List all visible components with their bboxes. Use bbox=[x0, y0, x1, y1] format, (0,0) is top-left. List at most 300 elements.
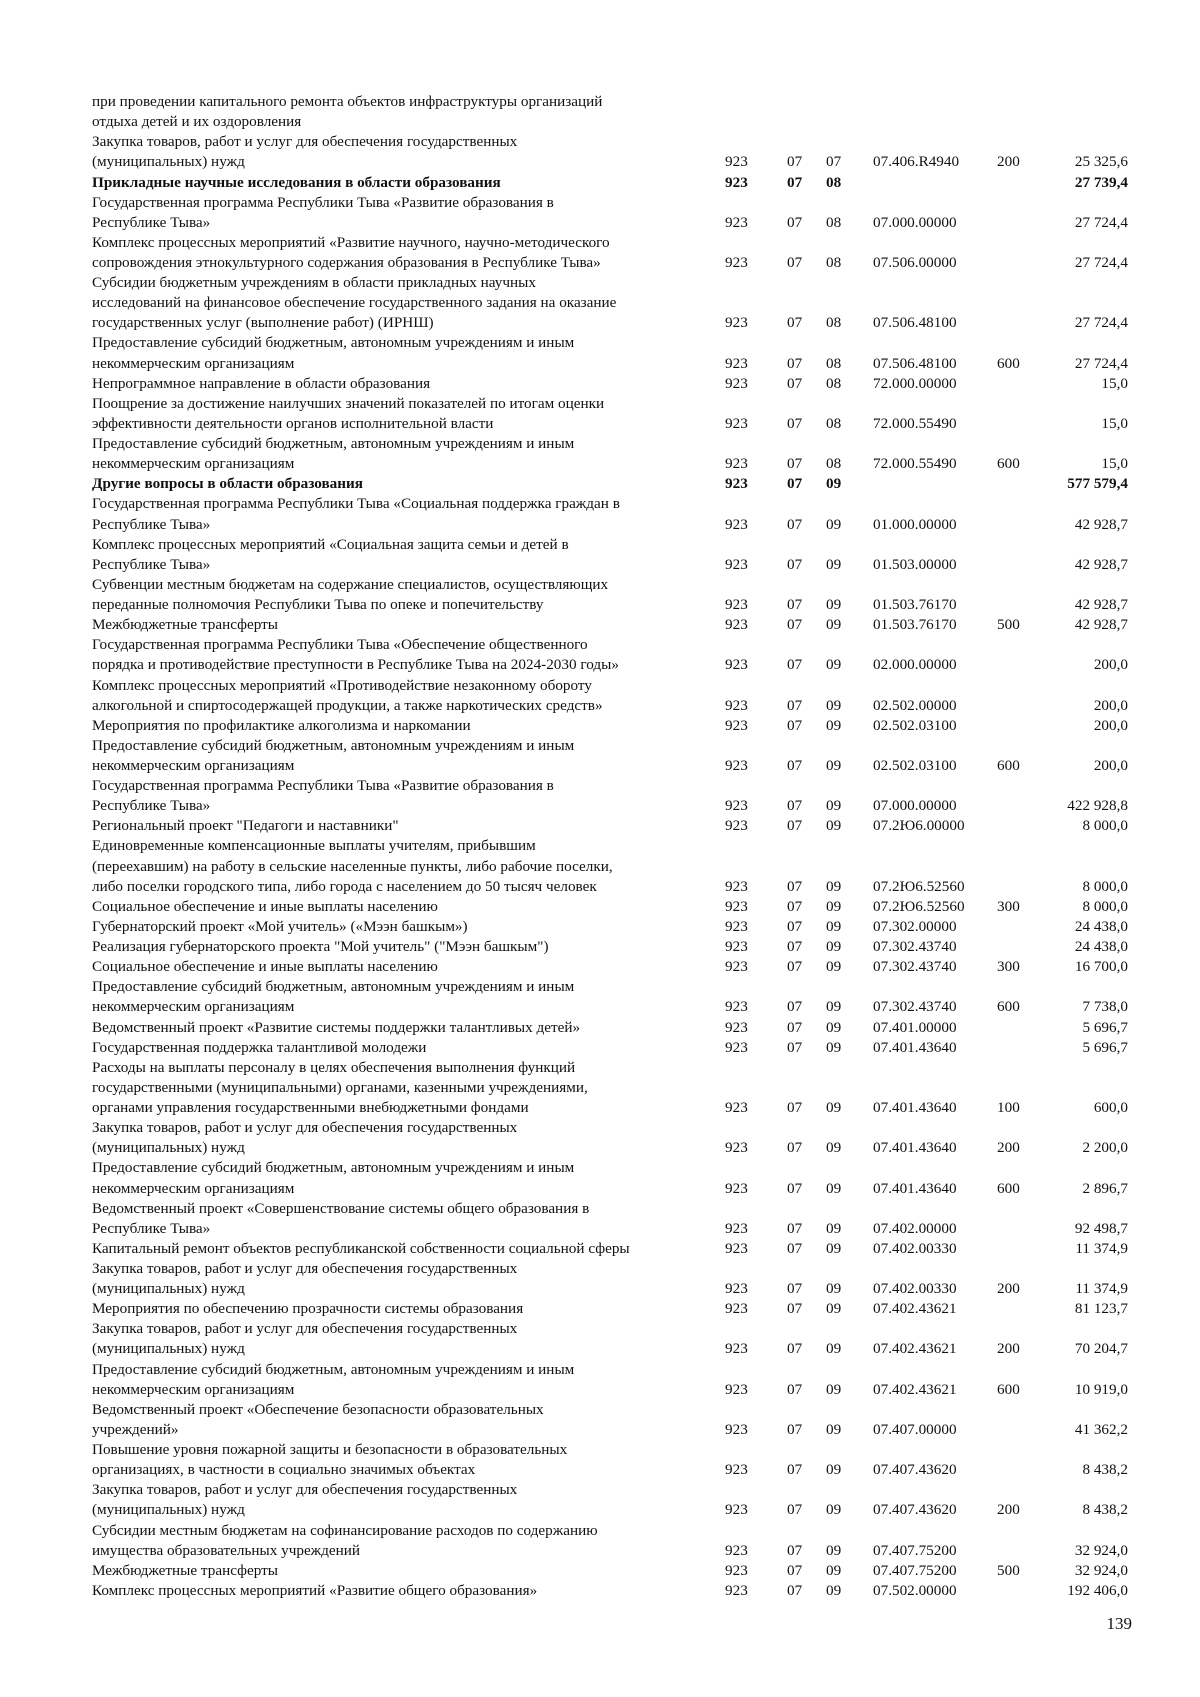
table-row bbox=[0, 293, 1200, 313]
row-description: либо поселки городского типа, либо города с населением до 50 тысяч человек bbox=[92, 877, 597, 895]
table-row bbox=[0, 1339, 1200, 1359]
row-section-code: 07 bbox=[787, 515, 803, 533]
row-description: Комплекс процессных мероприятий «Социальная защита семьи и детей в bbox=[92, 535, 569, 553]
row-amount: 25 325,6 bbox=[1074, 153, 1128, 171]
row-grbs-code: 923 bbox=[725, 1099, 748, 1116]
row-expense-type-code: 100 bbox=[997, 1099, 1020, 1116]
row-section-code: 07 bbox=[787, 897, 803, 915]
row-grbs-code: 923 bbox=[725, 1340, 748, 1358]
row-grbs-code: 923 bbox=[725, 917, 748, 935]
row-target-article-code: 01.000.00000 bbox=[873, 515, 957, 533]
row-section-code: 07 bbox=[787, 1239, 803, 1257]
row-description: сопровождения этнокультурного содержания образования в Республике Тыва» bbox=[92, 254, 601, 271]
row-expense-type-code: 600 bbox=[997, 455, 1020, 473]
row-expense-type-code: 500 bbox=[997, 1561, 1020, 1579]
table-row bbox=[0, 756, 1200, 776]
row-target-article-code: 72.000.00000 bbox=[873, 374, 957, 392]
table-row bbox=[0, 394, 1200, 414]
row-amount: 15,0 bbox=[1101, 414, 1128, 432]
row-description: Закупка товаров, работ и услуг для обеспечения государственных bbox=[92, 133, 518, 151]
row-subsection-code: 08 bbox=[826, 213, 842, 231]
row-expense-type-code: 600 bbox=[997, 998, 1020, 1016]
row-description: Субвенции местным бюджетам на содержание специалистов, осуществляющих bbox=[92, 575, 609, 593]
row-target-article-code: 07.401.43640 bbox=[873, 1179, 957, 1197]
row-description: отдыха детей и их оздоровления bbox=[92, 113, 302, 131]
row-subsection-code: 09 bbox=[826, 1280, 842, 1298]
table-row bbox=[0, 655, 1200, 675]
row-subsection-code: 09 bbox=[826, 1561, 842, 1579]
row-description: переданные полномочия Республики Тыва по опеке и попечительству bbox=[92, 596, 544, 613]
row-target-article-code: 07.402.43621 bbox=[873, 1340, 957, 1358]
row-grbs-code: 923 bbox=[725, 716, 748, 734]
row-description: некоммерческим организациям bbox=[92, 354, 295, 372]
row-grbs-code: 923 bbox=[725, 797, 748, 815]
row-section-code: 07 bbox=[787, 314, 803, 332]
table-row bbox=[0, 1078, 1200, 1098]
row-description: Повышение уровня пожарной защиты и безопасности в образовательных bbox=[92, 1441, 568, 1458]
row-section-code: 07 bbox=[787, 877, 803, 895]
row-description: Предоставление субсидий бюджетным, автономным учреждениям и иным bbox=[92, 978, 575, 996]
row-description: учреждений» bbox=[92, 1420, 179, 1438]
table-row bbox=[0, 333, 1200, 353]
row-description: Предоставление субсидий бюджетным, автономным учреждениям и иным bbox=[92, 736, 575, 754]
row-expense-type-code: 600 bbox=[997, 1380, 1020, 1398]
row-description: Комплекс процессных мероприятий «Развитие общего образования» bbox=[92, 1581, 538, 1599]
row-expense-type-code: 200 bbox=[997, 1139, 1020, 1157]
row-amount: 41 362,2 bbox=[1074, 1420, 1128, 1438]
table-row bbox=[0, 1299, 1200, 1319]
row-subsection-code: 09 bbox=[826, 1018, 842, 1036]
row-subsection-code: 09 bbox=[826, 917, 842, 935]
row-amount: 42 928,7 bbox=[1074, 596, 1128, 613]
table-row bbox=[0, 1158, 1200, 1178]
row-grbs-code: 923 bbox=[725, 1501, 748, 1519]
row-grbs-code: 923 bbox=[725, 1461, 748, 1479]
row-target-article-code: 07.406.R4940 bbox=[873, 153, 960, 171]
table-row bbox=[0, 1239, 1200, 1259]
table-row bbox=[0, 1199, 1200, 1219]
row-amount: 8 438,2 bbox=[1082, 1461, 1128, 1479]
row-section-code: 07 bbox=[787, 998, 803, 1016]
row-grbs-code: 923 bbox=[725, 958, 748, 976]
row-expense-type-code: 500 bbox=[997, 616, 1020, 634]
row-target-article-code: 07.407.75200 bbox=[873, 1541, 957, 1559]
row-amount: 42 928,7 bbox=[1074, 616, 1128, 634]
row-target-article-code: 01.503.76170 bbox=[873, 616, 957, 634]
row-amount: 8 438,2 bbox=[1082, 1501, 1128, 1519]
row-amount: 81 123,7 bbox=[1074, 1300, 1128, 1318]
table-row bbox=[0, 1279, 1200, 1299]
row-section-code: 07 bbox=[787, 1461, 803, 1479]
row-subsection-code: 08 bbox=[826, 314, 842, 332]
table-row bbox=[0, 1138, 1200, 1158]
row-target-article-code: 07.402.00330 bbox=[873, 1239, 957, 1257]
row-amount: 24 438,0 bbox=[1074, 938, 1128, 955]
table-row bbox=[0, 354, 1200, 374]
row-description: (муниципальных) нужд bbox=[92, 1280, 245, 1298]
row-section-code: 07 bbox=[787, 254, 803, 271]
row-grbs-code: 923 bbox=[725, 757, 748, 774]
row-target-article-code: 07.506.48100 bbox=[873, 354, 957, 372]
row-amount: 27 724,4 bbox=[1074, 254, 1128, 271]
row-subsection-code: 08 bbox=[826, 414, 842, 432]
row-description: Капитальный ремонт объектов республиканской собственности социальной сферы bbox=[92, 1239, 630, 1257]
row-description: Региональный проект "Педагоги и наставники" bbox=[92, 817, 399, 835]
row-description: Закупка товаров, работ и услуг для обеспечения государственных bbox=[92, 1481, 518, 1499]
row-amount: 200,0 bbox=[1093, 716, 1128, 734]
row-grbs-code: 923 bbox=[725, 354, 748, 372]
table-row bbox=[0, 1480, 1200, 1500]
row-amount: 200,0 bbox=[1093, 696, 1128, 714]
row-description: эффективности деятельности органов исполнительной власти bbox=[92, 414, 494, 432]
row-section-code: 07 bbox=[787, 1420, 803, 1438]
row-amount: 27 724,4 bbox=[1074, 213, 1128, 231]
row-section-code: 07 bbox=[787, 1280, 803, 1298]
row-expense-type-code: 200 bbox=[997, 1501, 1020, 1519]
row-subsection-code: 09 bbox=[826, 1581, 842, 1599]
row-target-article-code: 07.407.75200 bbox=[873, 1561, 957, 1579]
table-row bbox=[0, 977, 1200, 997]
row-target-article-code: 07.2Ю6.52560 bbox=[873, 897, 965, 915]
row-amount: 2 200,0 bbox=[1082, 1139, 1128, 1157]
row-target-article-code: 72.000.55490 bbox=[873, 414, 957, 432]
row-target-article-code: 07.2Ю6.52560 bbox=[873, 877, 965, 895]
row-section-code: 07 bbox=[787, 958, 803, 976]
row-description: Комплекс процессных мероприятий «Развитие научного, научно-методического bbox=[92, 233, 610, 251]
row-section-code: 07 bbox=[787, 173, 803, 191]
table-row bbox=[0, 595, 1200, 615]
row-description: Предоставление субсидий бюджетным, автономным учреждениям и иным bbox=[92, 1159, 575, 1177]
table-row bbox=[0, 796, 1200, 816]
row-target-article-code: 07.401.00000 bbox=[873, 1018, 957, 1036]
row-amount: 11 374,9 bbox=[1075, 1280, 1128, 1298]
row-section-code: 07 bbox=[787, 1300, 803, 1318]
row-subsection-code: 09 bbox=[826, 1099, 842, 1116]
row-section-code: 07 bbox=[787, 696, 803, 714]
row-description: Республике Тыва» bbox=[92, 555, 211, 573]
row-amount: 600,0 bbox=[1093, 1099, 1128, 1116]
table-row bbox=[0, 816, 1200, 836]
row-subsection-code: 09 bbox=[826, 656, 842, 674]
row-grbs-code: 923 bbox=[725, 254, 748, 271]
table-row bbox=[0, 877, 1200, 897]
row-subsection-code: 09 bbox=[826, 1239, 842, 1257]
row-subsection-code: 09 bbox=[826, 696, 842, 714]
row-description: (муниципальных) нужд bbox=[92, 1501, 245, 1519]
row-description: Ведомственный проект «Развитие системы поддержки талантливых детей» bbox=[92, 1018, 581, 1036]
row-subsection-code: 09 bbox=[826, 877, 842, 895]
row-amount: 5 696,7 bbox=[1082, 1018, 1128, 1036]
row-grbs-code: 923 bbox=[725, 475, 748, 493]
row-description: Предоставление субсидий бюджетным, автономным учреждениям и иным bbox=[92, 1360, 575, 1378]
row-target-article-code: 07.302.43740 bbox=[873, 958, 957, 976]
row-description: Ведомственный проект «Обеспечение безопасности образовательных bbox=[92, 1400, 544, 1418]
row-amount: 32 924,0 bbox=[1074, 1561, 1128, 1579]
row-subsection-code: 08 bbox=[826, 455, 842, 473]
table-row bbox=[0, 1541, 1200, 1561]
row-target-article-code: 07.502.00000 bbox=[873, 1581, 957, 1599]
row-subsection-code: 09 bbox=[826, 797, 842, 815]
row-description: Предоставление субсидий бюджетным, автономным учреждениям и иным bbox=[92, 435, 575, 452]
row-section-code: 07 bbox=[787, 1380, 803, 1398]
row-target-article-code: 07.506.00000 bbox=[873, 254, 957, 271]
row-expense-type-code: 200 bbox=[997, 1340, 1020, 1358]
row-target-article-code: 07.402.00330 bbox=[873, 1280, 957, 1298]
row-amount: 10 919,0 bbox=[1074, 1380, 1128, 1398]
row-subsection-code: 09 bbox=[826, 958, 842, 976]
row-description: Закупка товаров, работ и услуг для обеспечения государственных bbox=[92, 1320, 518, 1338]
row-subsection-code: 08 bbox=[826, 173, 842, 191]
row-grbs-code: 923 bbox=[725, 374, 748, 392]
row-description: Республике Тыва» bbox=[92, 515, 211, 533]
row-section-code: 07 bbox=[787, 917, 803, 935]
row-subsection-code: 08 bbox=[826, 254, 842, 271]
table-row bbox=[0, 696, 1200, 716]
table-row bbox=[0, 1360, 1200, 1380]
table-row bbox=[0, 112, 1200, 132]
row-grbs-code: 923 bbox=[725, 616, 748, 634]
row-subsection-code: 09 bbox=[826, 938, 842, 955]
table-row bbox=[0, 253, 1200, 273]
row-target-article-code: 01.503.76170 bbox=[873, 596, 957, 613]
table-row bbox=[0, 615, 1200, 635]
row-description: Субсидии бюджетным учреждениям в области прикладных научных bbox=[92, 274, 536, 292]
row-description: Социальное обеспечение и иные выплаты населению bbox=[92, 897, 438, 915]
row-section-code: 07 bbox=[787, 716, 803, 734]
table-row bbox=[0, 1179, 1200, 1199]
row-section-code: 07 bbox=[787, 1581, 803, 1599]
table-row bbox=[0, 676, 1200, 696]
row-description: Непрограммное направление в области образования bbox=[92, 374, 431, 392]
row-description: Государственная программа Республики Тыва «Развитие образования в bbox=[92, 193, 554, 211]
row-subsection-code: 09 bbox=[826, 817, 842, 835]
row-description: Другие вопросы в области образования bbox=[92, 475, 363, 493]
table-row bbox=[0, 1058, 1200, 1078]
row-description: Комплекс процессных мероприятий «Противодействие незаконному обороту bbox=[92, 676, 592, 694]
row-section-code: 07 bbox=[787, 757, 803, 774]
row-subsection-code: 09 bbox=[826, 475, 842, 493]
row-amount: 200,0 bbox=[1093, 656, 1128, 674]
table-row bbox=[0, 313, 1200, 333]
row-target-article-code: 02.502.03100 bbox=[873, 716, 957, 734]
row-description: государственных услуг (выполнение работ) (ИРНШ) bbox=[92, 314, 434, 332]
row-description: Закупка товаров, работ и услуг для обеспечения государственных bbox=[92, 1119, 518, 1137]
table-row bbox=[0, 515, 1200, 535]
row-description: некоммерческим организациям bbox=[92, 1179, 295, 1197]
row-target-article-code: 07.302.43740 bbox=[873, 938, 957, 955]
row-amount: 42 928,7 bbox=[1074, 555, 1128, 573]
row-grbs-code: 923 bbox=[725, 314, 748, 332]
row-section-code: 07 bbox=[787, 1139, 803, 1157]
row-description: при проведении капитального ремонта объектов инфраструктуры организаций bbox=[92, 93, 603, 110]
row-grbs-code: 923 bbox=[725, 998, 748, 1016]
row-expense-type-code: 200 bbox=[997, 1280, 1020, 1298]
row-subsection-code: 09 bbox=[826, 1501, 842, 1519]
row-section-code: 07 bbox=[787, 616, 803, 634]
table-row bbox=[0, 1219, 1200, 1239]
row-target-article-code: 07.407.00000 bbox=[873, 1420, 957, 1438]
row-description: Республике Тыва» bbox=[92, 797, 211, 815]
row-section-code: 07 bbox=[787, 354, 803, 372]
row-amount: 8 000,0 bbox=[1082, 877, 1128, 895]
row-section-code: 07 bbox=[787, 1561, 803, 1579]
page-number: 139 bbox=[1106, 1614, 1132, 1633]
row-subsection-code: 09 bbox=[826, 616, 842, 634]
row-grbs-code: 923 bbox=[725, 1038, 748, 1056]
row-subsection-code: 09 bbox=[826, 596, 842, 613]
row-amount: 192 406,0 bbox=[1067, 1581, 1128, 1599]
row-section-code: 07 bbox=[787, 414, 803, 432]
row-amount: 5 696,7 bbox=[1082, 1038, 1128, 1056]
row-target-article-code: 07.407.43620 bbox=[873, 1461, 957, 1479]
table-row bbox=[0, 857, 1200, 877]
row-description: Губернаторский проект «Мой учитель» («Мээн башкым») bbox=[92, 917, 468, 935]
table-row bbox=[0, 152, 1200, 172]
row-target-article-code: 07.2Ю6.00000 bbox=[873, 817, 965, 835]
row-section-code: 07 bbox=[787, 1219, 803, 1237]
row-description: (муниципальных) нужд bbox=[92, 1340, 245, 1358]
row-expense-type-code: 200 bbox=[997, 153, 1020, 171]
row-section-code: 07 bbox=[787, 1501, 803, 1519]
row-description: Поощрение за достижение наилучших значений показателей по итогам оценки bbox=[92, 394, 605, 412]
row-description: Реализация губернаторского проекта "Мой учитель" ("Мээн башкым") bbox=[92, 938, 549, 955]
table-row bbox=[0, 1259, 1200, 1279]
row-target-article-code: 07.000.00000 bbox=[873, 213, 957, 231]
table-row bbox=[0, 1098, 1200, 1118]
row-amount: 27 724,4 bbox=[1074, 354, 1128, 372]
table-row bbox=[0, 434, 1200, 454]
table-row bbox=[0, 635, 1200, 655]
row-grbs-code: 923 bbox=[725, 656, 748, 674]
row-description: Предоставление субсидий бюджетным, автономным учреждениям и иным bbox=[92, 334, 575, 352]
row-target-article-code: 07.302.43740 bbox=[873, 998, 957, 1016]
row-section-code: 07 bbox=[787, 1179, 803, 1197]
row-description: Единовременные компенсационные выплаты учителям, прибывшим bbox=[92, 837, 536, 855]
table-row bbox=[0, 1420, 1200, 1440]
row-section-code: 07 bbox=[787, 1018, 803, 1036]
row-target-article-code: 07.402.43621 bbox=[873, 1380, 957, 1398]
table-row bbox=[0, 1118, 1200, 1138]
row-amount: 24 438,0 bbox=[1074, 917, 1128, 935]
row-description: Мероприятия по обеспечению прозрачности системы образования bbox=[92, 1300, 524, 1318]
row-section-code: 07 bbox=[787, 938, 803, 955]
row-subsection-code: 09 bbox=[826, 1380, 842, 1398]
table-row bbox=[0, 454, 1200, 474]
table-row bbox=[0, 897, 1200, 917]
row-grbs-code: 923 bbox=[725, 817, 748, 835]
table-row bbox=[0, 1521, 1200, 1541]
row-target-article-code: 72.000.55490 bbox=[873, 455, 957, 473]
row-description: Государственная поддержка талантливой молодежи bbox=[92, 1038, 427, 1056]
row-amount: 8 000,0 bbox=[1082, 817, 1128, 835]
row-grbs-code: 923 bbox=[725, 1420, 748, 1438]
row-target-article-code: 02.502.03100 bbox=[873, 757, 957, 774]
row-section-code: 07 bbox=[787, 797, 803, 815]
row-description: Государственная программа Республики Тыва «Обеспечение общественного bbox=[92, 636, 588, 654]
row-description: Межбюджетные трансферты bbox=[92, 1561, 278, 1579]
row-section-code: 07 bbox=[787, 555, 803, 573]
table-row bbox=[0, 1380, 1200, 1400]
row-expense-type-code: 300 bbox=[997, 897, 1020, 915]
row-subsection-code: 09 bbox=[826, 1461, 842, 1479]
row-grbs-code: 923 bbox=[725, 1018, 748, 1036]
row-subsection-code: 09 bbox=[826, 1179, 842, 1197]
row-description: некоммерческим организациям bbox=[92, 455, 295, 473]
row-amount: 15,0 bbox=[1101, 455, 1128, 473]
row-section-code: 07 bbox=[787, 475, 803, 493]
row-grbs-code: 923 bbox=[725, 1239, 748, 1257]
row-grbs-code: 923 bbox=[725, 1179, 748, 1197]
row-description: (муниципальных) нужд bbox=[92, 153, 245, 171]
table-row bbox=[0, 1319, 1200, 1339]
table-row bbox=[0, 414, 1200, 434]
row-expense-type-code: 600 bbox=[997, 354, 1020, 372]
table-row bbox=[0, 92, 1200, 112]
row-section-code: 07 bbox=[787, 213, 803, 231]
row-amount: 577 579,4 bbox=[1067, 475, 1128, 493]
row-description: Республике Тыва» bbox=[92, 1219, 211, 1237]
table-row bbox=[0, 1038, 1200, 1058]
row-subsection-code: 09 bbox=[826, 716, 842, 734]
row-amount: 7 738,0 bbox=[1082, 998, 1128, 1016]
row-grbs-code: 923 bbox=[725, 1300, 748, 1318]
row-amount: 422 928,8 bbox=[1067, 797, 1128, 815]
table-row bbox=[0, 273, 1200, 293]
row-amount: 32 924,0 bbox=[1074, 1541, 1128, 1559]
table-row bbox=[0, 575, 1200, 595]
row-target-article-code: 07.401.43640 bbox=[873, 1099, 957, 1116]
row-section-code: 07 bbox=[787, 656, 803, 674]
row-grbs-code: 923 bbox=[725, 1280, 748, 1298]
row-description: Расходы на выплаты персоналу в целях обеспечения выполнения функций bbox=[92, 1058, 576, 1076]
row-target-article-code: 07.402.43621 bbox=[873, 1300, 957, 1318]
row-description: некоммерческим организациям bbox=[92, 1380, 295, 1398]
table-row bbox=[0, 1561, 1200, 1581]
row-description: исследований на финансовое обеспечение государственного задания на оказание bbox=[92, 294, 617, 312]
table-row bbox=[0, 1018, 1200, 1038]
table-row bbox=[0, 213, 1200, 233]
row-subsection-code: 09 bbox=[826, 1038, 842, 1056]
row-description: Прикладные научные исследования в области образования bbox=[92, 173, 501, 191]
row-section-code: 07 bbox=[787, 1038, 803, 1056]
table-row bbox=[0, 555, 1200, 575]
table-row bbox=[0, 233, 1200, 253]
row-description: некоммерческим организациям bbox=[92, 757, 295, 774]
table-row bbox=[0, 917, 1200, 937]
row-description: некоммерческим организациям bbox=[92, 998, 295, 1016]
row-grbs-code: 923 bbox=[725, 213, 748, 231]
row-description: Ведомственный проект «Совершенствование системы общего образования в bbox=[92, 1199, 590, 1217]
row-expense-type-code: 600 bbox=[997, 757, 1020, 774]
table-row bbox=[0, 535, 1200, 555]
row-amount: 16 700,0 bbox=[1074, 958, 1128, 976]
table-row bbox=[0, 374, 1200, 394]
table-row bbox=[0, 132, 1200, 152]
row-subsection-code: 09 bbox=[826, 1541, 842, 1559]
row-target-article-code: 07.407.43620 bbox=[873, 1501, 957, 1519]
row-subsection-code: 09 bbox=[826, 757, 842, 774]
row-amount: 8 000,0 bbox=[1082, 897, 1128, 915]
row-description: Социальное обеспечение и иные выплаты населению bbox=[92, 958, 438, 976]
row-description: Государственная программа Республики Тыва «Развитие образования в bbox=[92, 777, 554, 795]
row-target-article-code: 07.506.48100 bbox=[873, 314, 957, 332]
row-grbs-code: 923 bbox=[725, 515, 748, 533]
row-amount: 42 928,7 bbox=[1074, 515, 1128, 533]
row-subsection-code: 09 bbox=[826, 555, 842, 573]
table-row bbox=[0, 957, 1200, 977]
row-amount: 200,0 bbox=[1093, 757, 1128, 774]
row-grbs-code: 923 bbox=[725, 1380, 748, 1398]
